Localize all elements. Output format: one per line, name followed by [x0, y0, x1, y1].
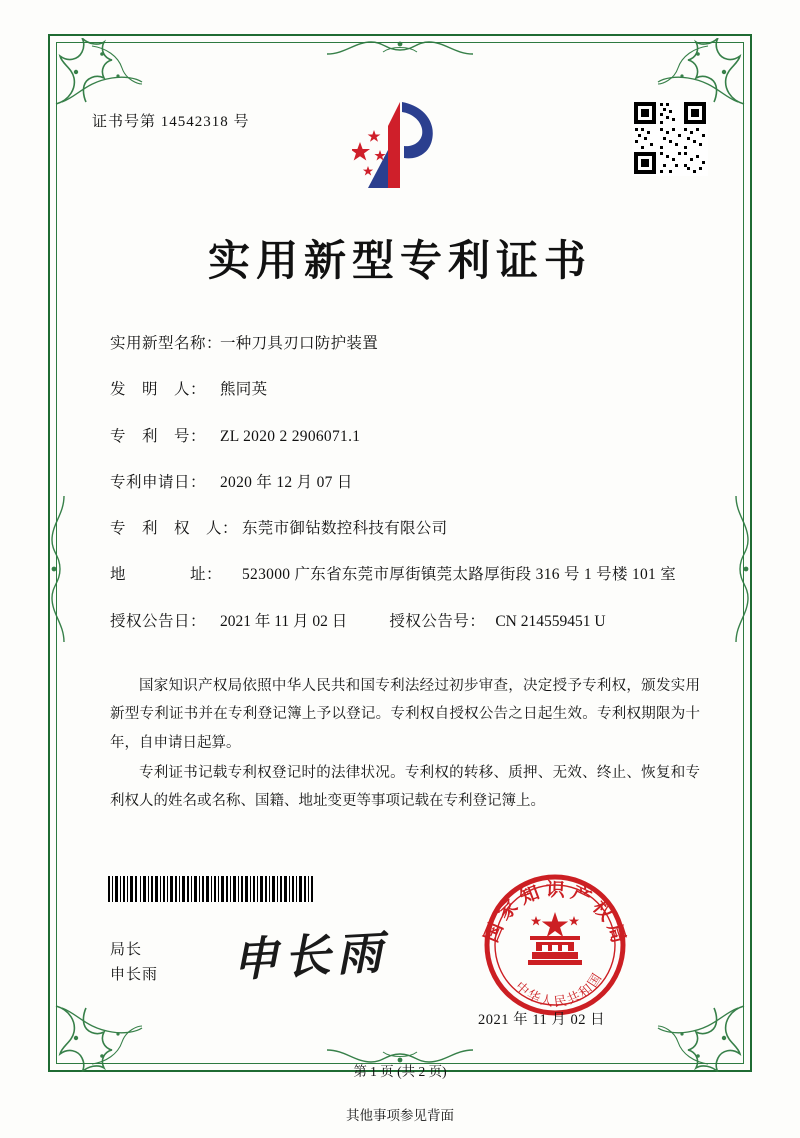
field-value-secondary: CN 214559451 U — [495, 612, 606, 630]
field-row-utility-model-name — [110, 332, 706, 355]
field-label-secondary: 授权公告号： — [389, 612, 486, 630]
corner-ornament-icon — [656, 38, 748, 108]
cnipa-logo-icon — [352, 96, 452, 196]
director-name-label: 申长雨 — [110, 966, 159, 983]
field-list — [110, 332, 706, 656]
field-row-application-date — [110, 471, 706, 494]
edge-ornament-icon — [730, 494, 756, 644]
svg-text:国家知识产权局: 国家知识产权局 — [480, 878, 632, 951]
red-official-seal-icon — [470, 860, 640, 1030]
legal-text — [110, 672, 700, 817]
field-row-address — [110, 563, 706, 586]
field-label: 专利申请日： — [110, 473, 207, 491]
field-value: 523000 广东省东莞市厚街镇莞太路厚街段 316 号 1 号楼 101 室 — [242, 566, 677, 584]
edge-ornament-icon — [44, 494, 70, 644]
page-title: 实用新型专利证书 — [207, 236, 592, 285]
field-label: 专 利 权 人： — [110, 520, 239, 537]
field-value: 熊同英 — [220, 381, 268, 399]
field-label: 专 利 号： — [110, 427, 207, 445]
edge-ornament-icon — [325, 34, 475, 60]
field-row-grant-announcement — [110, 610, 706, 633]
field-value: ZL 2020 2 2906071.1 — [220, 427, 361, 445]
field-label: 地 址： — [110, 566, 223, 584]
footer-note: 其他事项参见背面 — [346, 1108, 454, 1123]
paragraph: 专利证书记载专利权登记时的法律状况。专利权的转移、质押、无效、终止、恢复和专利权人的姓名或名称、国籍、地址变更等事项记载在专利登记簿上。 — [110, 764, 700, 810]
field-label: 授权公告日： — [110, 612, 207, 630]
corner-ornament-icon — [52, 38, 144, 108]
field-row-patentee — [110, 517, 706, 540]
field-value: 2021 年 11 月 02 日 — [220, 612, 348, 630]
director-title-label: 局长 — [110, 942, 143, 958]
qr-code-icon — [632, 100, 708, 176]
seal-date: 2021 年 11 月 02 日 — [478, 1012, 606, 1028]
field-value: 2020 年 12 月 07 日 — [220, 473, 353, 491]
field-row-inventor — [110, 378, 706, 401]
paragraph: 国家知识产权局依照中华人民共和国专利法经过初步审查，决定授予专利权，颁发实用新型专利证书并在专利登记簿上予以登记。专利权自授权公告之日起生效。专利权期限为十年，自申请日起算。 — [110, 678, 700, 751]
page-number: 第 1 页 (共 2 页) — [353, 1064, 447, 1079]
field-label: 实用新型名称： — [110, 335, 223, 352]
certificate-number: 证书号第 14542318 号 — [92, 114, 250, 130]
svg-text:中华人民共和国: 中华人民共和国 — [511, 969, 607, 1011]
field-label: 发 明 人： — [110, 381, 207, 399]
field-value: 一种刀具刃口防护装置 — [220, 335, 379, 352]
barcode-icon — [108, 876, 313, 902]
signature-labels — [110, 938, 158, 988]
field-value: 东莞市御钻数控科技有限公司 — [242, 520, 448, 537]
field-row-patent-number — [110, 425, 706, 448]
handwritten-signature: 申长雨 — [230, 924, 390, 988]
